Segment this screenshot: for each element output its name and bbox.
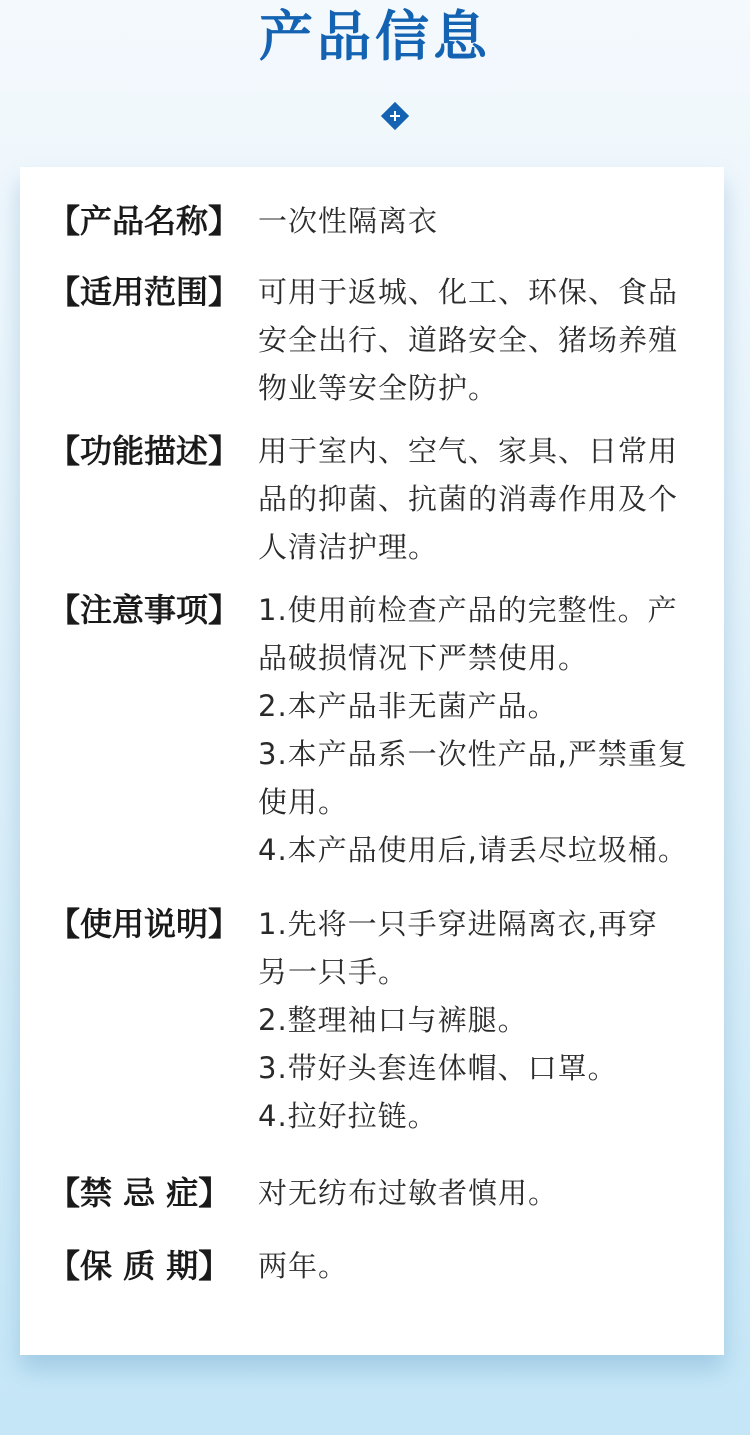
info-line: 人清洁护理。 [258, 530, 439, 564]
page-title: 产品信息 [259, 5, 491, 68]
info-line: 用于室内、空气、家具、日常用 [258, 434, 679, 468]
info-body [258, 900, 708, 1140]
info-row-product-name [48, 197, 708, 245]
info-line: 4.本产品使用后,请丢尽垃圾桶。 [258, 833, 688, 867]
info-line: 安全出行、道路安全、猪场养殖 [258, 323, 679, 357]
info-label: 【使用说明】 [48, 905, 241, 943]
info-label: 【禁 忌 症】 [48, 1174, 231, 1212]
info-line: 使用。 [258, 785, 349, 819]
info-body [258, 197, 708, 245]
info-body [258, 1242, 708, 1290]
info-row-instructions [48, 900, 708, 1140]
info-line: 对无纺布过敏者慎用。 [258, 1176, 559, 1210]
info-body [258, 427, 708, 571]
info-line: 1.使用前检查产品的完整性。产 [258, 593, 678, 627]
info-line: 1.先将一只手穿进隔离衣,再穿 [258, 907, 658, 941]
info-label: 【注意事项】 [48, 591, 241, 629]
info-line: 一次性隔离衣 [258, 204, 439, 238]
info-line: 2.整理袖口与裤腿。 [258, 1003, 528, 1037]
info-line: 另一只手。 [258, 955, 409, 989]
info-line: 3.本产品系一次性产品,严禁重复 [258, 737, 688, 771]
plus-diamond-icon [380, 101, 410, 131]
info-row-contraindications [48, 1169, 708, 1217]
info-row-shelf-life [48, 1242, 708, 1290]
info-body [258, 268, 708, 412]
info-label: 【产品名称】 [48, 202, 241, 240]
info-row-scope [48, 268, 708, 412]
info-line: 品破损情况下严禁使用。 [258, 641, 589, 675]
info-label: 【功能描述】 [48, 432, 241, 470]
product-info-card [20, 167, 724, 1355]
info-row-function [48, 427, 708, 571]
info-line: 4.拉好拉链。 [258, 1099, 438, 1133]
info-line: 品的抑菌、抗菌的消毒作用及个 [258, 482, 679, 516]
info-label: 【保 质 期】 [48, 1247, 231, 1285]
info-line: 可用于返城、化工、环保、食品 [258, 275, 679, 309]
info-body [258, 586, 708, 874]
info-row-precautions [48, 586, 708, 874]
info-line: 两年。 [258, 1249, 349, 1283]
info-line: 物业等安全防护。 [258, 371, 499, 405]
info-line: 3.带好头套连体帽、口罩。 [258, 1051, 618, 1085]
info-body [258, 1169, 708, 1217]
info-line: 2.本产品非无菌产品。 [258, 689, 558, 723]
info-label: 【适用范围】 [48, 273, 241, 311]
